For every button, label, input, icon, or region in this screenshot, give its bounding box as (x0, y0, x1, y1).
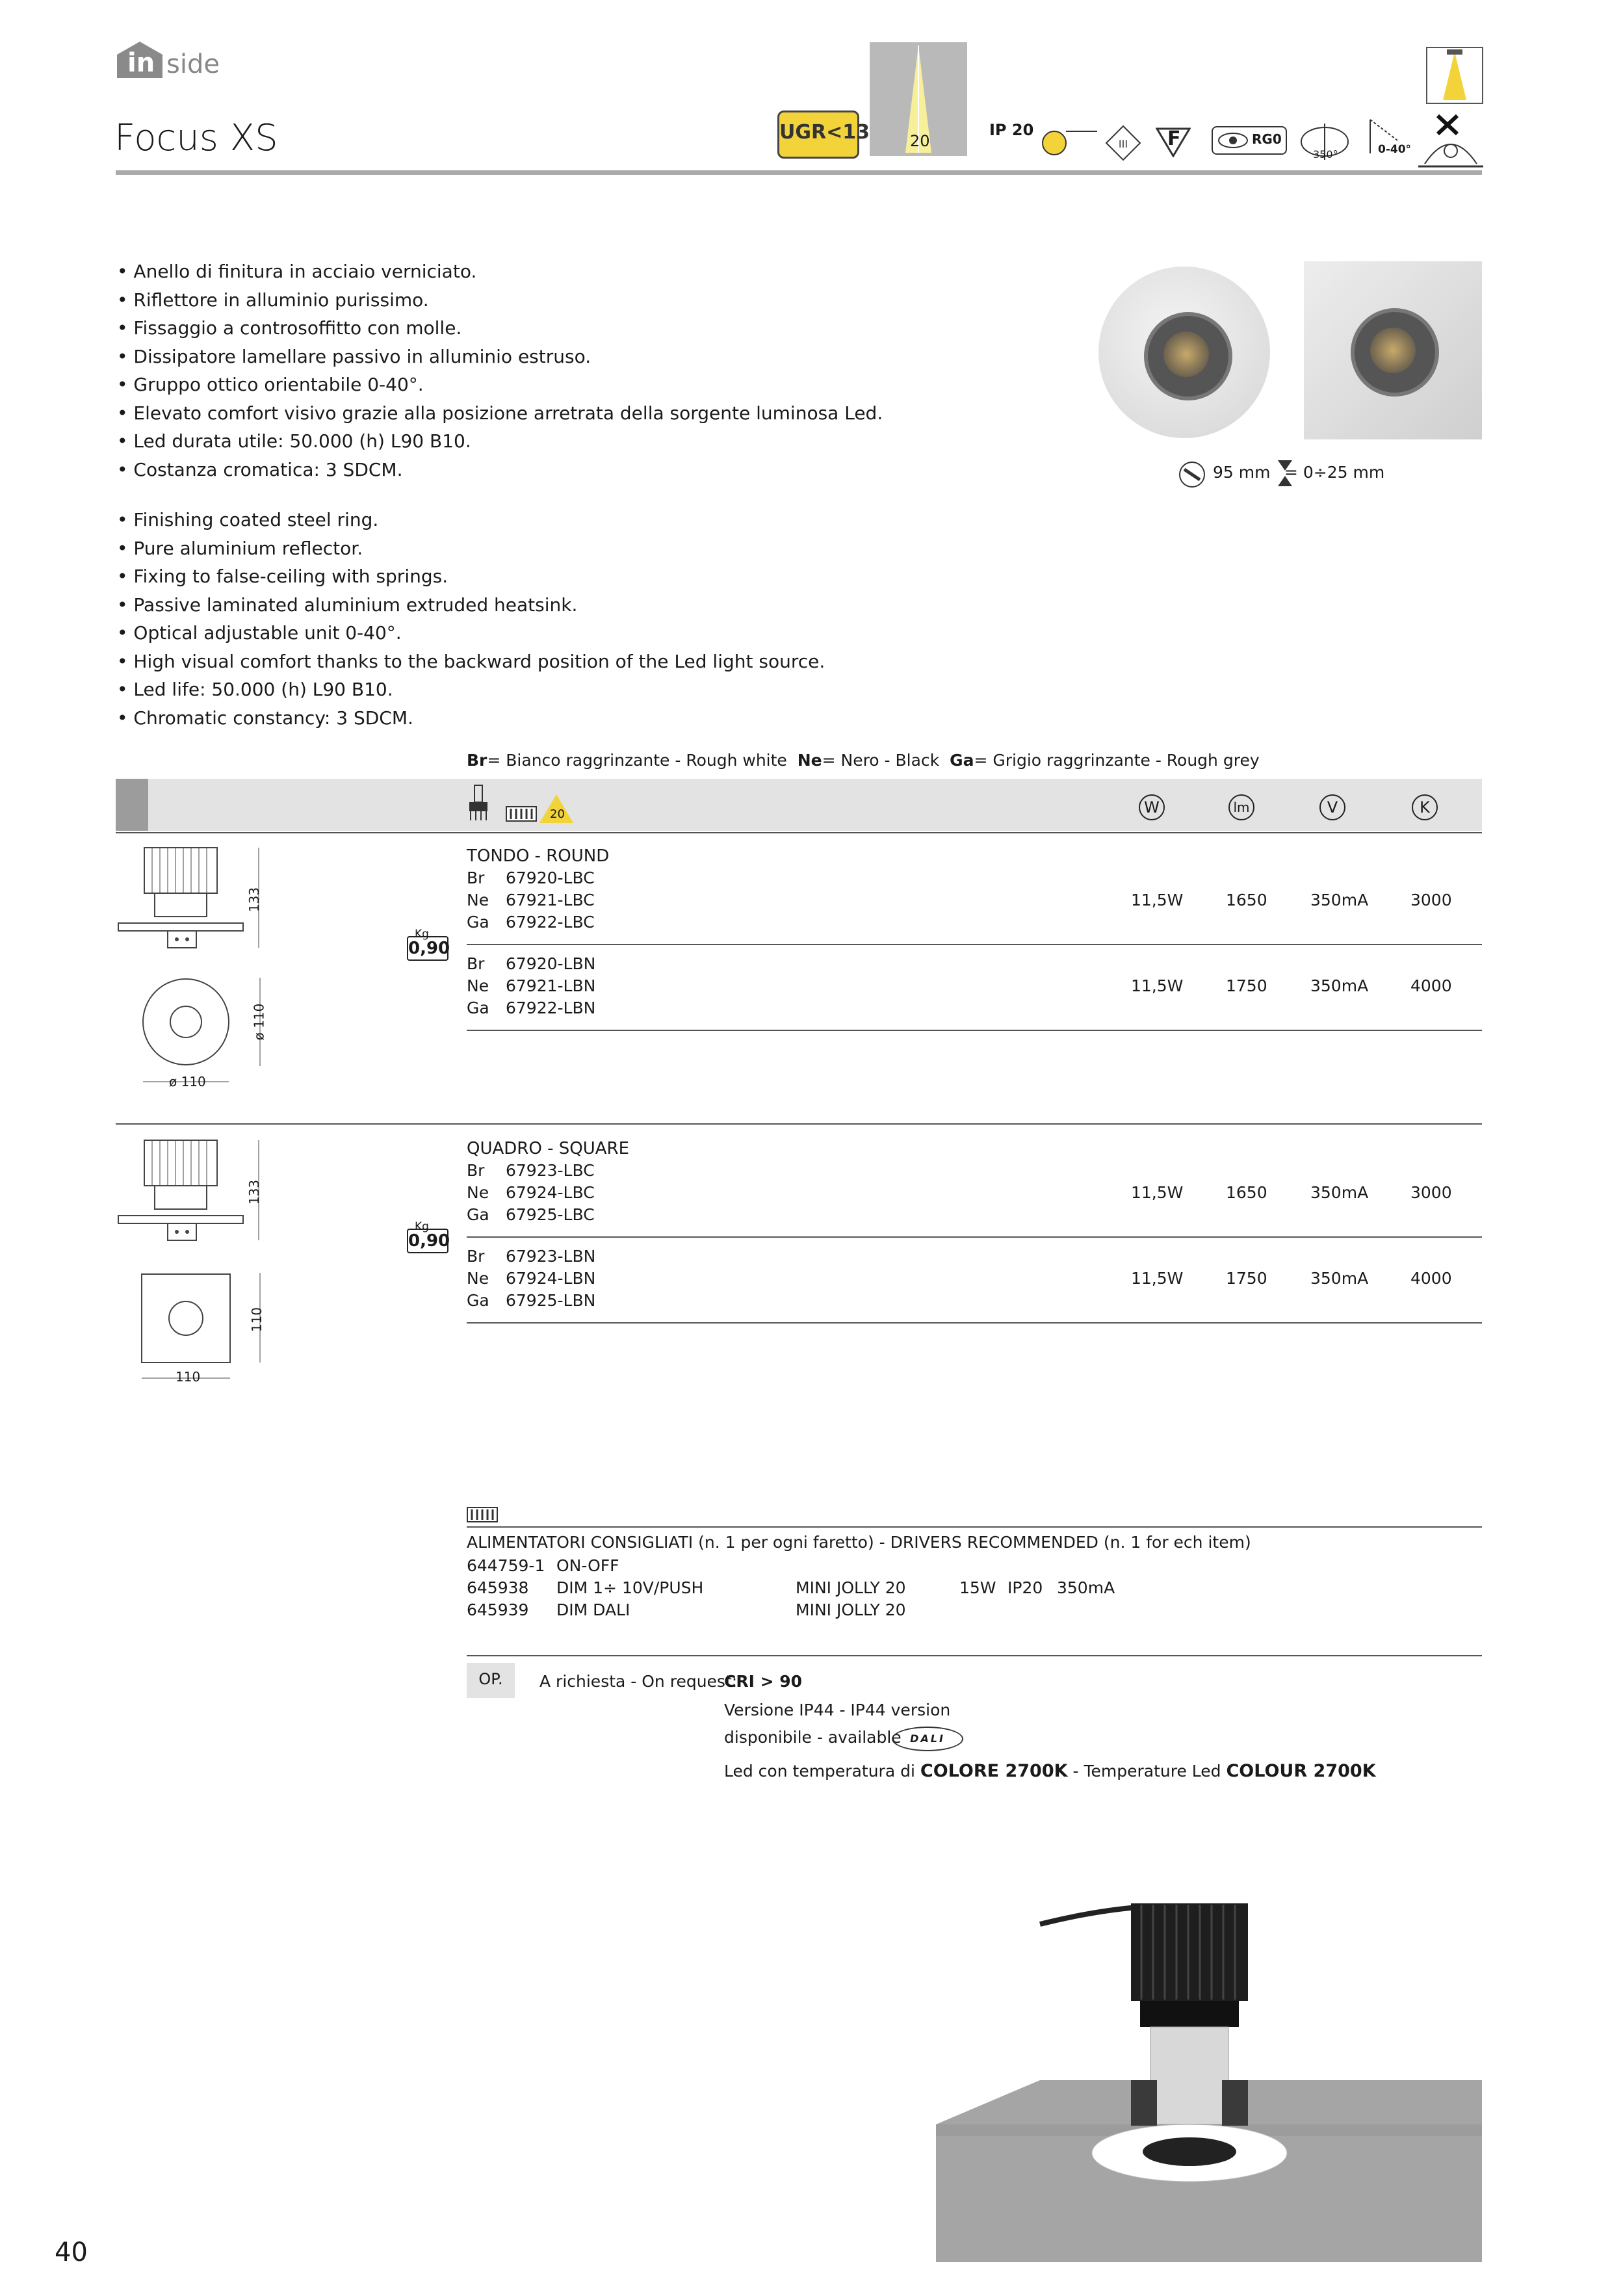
drivers-icon (467, 1507, 498, 1522)
cutout-hole-size: 95 mm (1213, 463, 1271, 482)
legend-ga: Ga (950, 751, 974, 770)
table-row: Br 67923-LBC (467, 1161, 595, 1180)
feature-en: • Passive laminated aluminium extruded heatsink. (117, 594, 578, 616)
row-divider (467, 1030, 1482, 1031)
cell-current: 350mA (1310, 1183, 1369, 1202)
driver-current: 350mA (1057, 1578, 1115, 1597)
header-rule (116, 170, 1482, 175)
rg0-badge (1212, 126, 1287, 155)
finish-brush-icon (467, 784, 490, 822)
feature-it: • Anello di finitura in acciaio verniciato. (117, 261, 477, 282)
table-divider (116, 1123, 1482, 1125)
temp-mid: - Temperature Led (1072, 1762, 1221, 1781)
cell-watt: 11,5W (1131, 891, 1184, 909)
driver-code: 645938 (467, 1578, 529, 1597)
legend-ne-text: = Nero - Black (822, 751, 940, 770)
rotation-value: 350° (1313, 148, 1338, 161)
group-title-round: TONDO - ROUND (467, 846, 610, 866)
cell-kelvin: 4000 (1410, 976, 1452, 995)
tilt-value: 0-40° (1378, 143, 1412, 156)
table-row: Ga 67925-LBN (467, 1291, 596, 1310)
cell-current: 350mA (1310, 976, 1369, 995)
finish-legend (467, 750, 1260, 772)
legend-ne: Ne (797, 751, 822, 770)
ip44-option: Versione IP44 - IP44 version (724, 1701, 951, 1719)
product-render-image (936, 1885, 1482, 2262)
bulb-icon (1039, 124, 1097, 163)
driver-type: DIM 1÷ 10V/PUSH (556, 1578, 704, 1597)
logo-in: in (127, 48, 155, 78)
cutout-hole-icon (1178, 460, 1206, 489)
feature-it: • Elevato comfort visivo grazie alla posizione arretrata della sorgente luminosa Led. (117, 402, 883, 424)
drivers-rule (467, 1526, 1482, 1528)
feature-en: • Chromatic constancy: 3 SDCM. (117, 707, 413, 729)
class-iii-icon (1105, 125, 1141, 161)
cell-lumen: 1750 (1226, 1269, 1267, 1288)
dali-option: disponibile - available (724, 1728, 902, 1747)
feature-it: • Riflettore in alluminio purissimo. (117, 289, 429, 311)
table-row: Ga 67922-LBN (467, 998, 596, 1017)
driver-type: DIM DALI (556, 1600, 630, 1619)
ugr-text: UGR<13 (779, 121, 870, 144)
color-temperature-option (724, 1760, 1376, 1782)
table-row: Ga 67925-LBC (467, 1205, 595, 1224)
weight-value: 0,90 (408, 1231, 450, 1251)
on-request-label: A richiesta - On request: (539, 1672, 738, 1691)
features-english (117, 506, 825, 732)
product-photo-round (1098, 267, 1270, 438)
table-row: Ga 67922-LBC (467, 913, 595, 932)
cell-lumen: 1650 (1226, 891, 1267, 909)
table-row: Br 67920-LBN (467, 954, 596, 973)
cell-kelvin: 3000 (1410, 891, 1452, 909)
kelvin-icon: K (1412, 794, 1438, 820)
legend-br: Br (467, 751, 487, 770)
cell-lumen: 1650 (1226, 1183, 1267, 1202)
group-title-square: QUADRO - SQUARE (467, 1139, 630, 1158)
feature-en: • Pure aluminium reflector. (117, 537, 363, 559)
no-insulation-cover-icon (1418, 112, 1483, 169)
page-number: 40 (55, 2237, 88, 2267)
table-row: Ne 67921-LBN (467, 976, 596, 995)
cell-watt: 11,5W (1131, 1269, 1184, 1288)
weight-kg-label: Kg (415, 928, 429, 941)
cell-lumen: 1750 (1226, 976, 1267, 995)
round-height-dim: 133 (246, 887, 263, 913)
watt-icon: W (1139, 794, 1165, 820)
feature-it: • Gruppo ottico orientabile 0-40°. (117, 374, 424, 395)
beam-warning-icon (538, 793, 575, 824)
feature-en: • Led life: 50.000 (h) L90 B10. (117, 679, 393, 700)
beam-warning-value: 20 (550, 807, 565, 821)
beam-angle-value: 20 (910, 132, 930, 150)
temp-en: COLOUR 2700K (1226, 1761, 1376, 1781)
table-divider (116, 832, 1482, 833)
light-direction-box (1426, 47, 1483, 104)
ip-rating: IP 20 (989, 121, 1034, 139)
round-dia-vertical: ø 110 (251, 1003, 267, 1041)
driver-code: 644759-1 (467, 1556, 545, 1575)
feature-en: • Optical adjustable unit 0-40°. (117, 622, 402, 644)
round-dia-horizontal: ø 110 (169, 1074, 206, 1089)
options-label-box (467, 1663, 515, 1698)
driver-icon (506, 806, 537, 822)
square-height-dim: 133 (246, 1179, 263, 1205)
driver-code: 645939 (467, 1600, 529, 1619)
eye-icon (1217, 131, 1249, 150)
logo-side: side (166, 49, 220, 79)
product-photo-square (1304, 261, 1482, 439)
weight-badge (407, 1220, 450, 1253)
table-row: Ne 67924-LBC (467, 1183, 595, 1202)
table-header-bar (116, 779, 1482, 831)
page-title: Focus XS (114, 117, 278, 159)
row-divider (467, 1236, 1482, 1238)
driver-model: MINI JOLLY 20 (796, 1600, 906, 1619)
ugr-badge (777, 111, 870, 159)
cell-kelvin: 4000 (1410, 1269, 1452, 1288)
cri-option: CRI > 90 (724, 1672, 803, 1691)
legend-ga-text: = Grigio raggrinzante - Rough grey (974, 751, 1260, 770)
feature-it: • Costanza cromatica: 3 SDCM. (117, 458, 403, 480)
square-dim-horizontal: 110 (175, 1369, 201, 1385)
f-class-icon (1156, 127, 1191, 157)
table-row: Br 67920-LBC (467, 868, 595, 887)
row-divider (467, 1322, 1482, 1324)
drivers-title: ALIMENTATORI CONSIGLIATI (n. 1 per ogni faretto) - DRIVERS RECOMMENDED (n. 1 for ech item) (467, 1533, 1251, 1552)
feature-en: • Finishing coated steel ring. (117, 509, 379, 530)
tilt-icon (1365, 114, 1417, 160)
cell-watt: 11,5W (1131, 976, 1184, 995)
table-row: Ne 67924-LBN (467, 1269, 596, 1288)
table-row: Br 67923-LBN (467, 1247, 596, 1266)
rotation-icon (1299, 122, 1351, 161)
f-class-text: F (1167, 127, 1181, 150)
cell-current: 350mA (1310, 891, 1369, 909)
beam-angle-box (870, 42, 967, 156)
options-label: OP. (478, 1670, 503, 1688)
square-dim-vertical: 110 (249, 1307, 265, 1333)
temp-prefix: Led con temperatura di (724, 1762, 915, 1781)
feature-it: • Fissaggio a controsoffitto con molle. (117, 317, 462, 339)
dali-text: DALI (910, 1732, 945, 1745)
driver-ip: IP20 (1007, 1578, 1043, 1597)
feature-it: • Led durata utile: 50.000 (h) L90 B10. (117, 430, 471, 452)
weight-kg-label: Kg (415, 1220, 429, 1233)
cell-kelvin: 3000 (1410, 1183, 1452, 1202)
feature-en: • High visual comfort thanks to the backward position of the Led light source. (117, 650, 825, 672)
weight-value: 0,90 (408, 939, 450, 958)
feature-en: • Fixing to false-ceiling with springs. (117, 566, 448, 587)
table-row: Ne 67921-LBC (467, 891, 595, 909)
legend-br-text: = Bianco raggrinzante - Rough white (487, 751, 787, 770)
svg-text:III: III (1118, 138, 1128, 150)
row-divider (467, 944, 1482, 945)
weight-badge (407, 928, 450, 961)
driver-type: ON-OFF (556, 1556, 619, 1575)
driver-watt: 15W (959, 1578, 996, 1597)
cell-watt: 11,5W (1131, 1183, 1184, 1202)
temp-it: COLORE 2700K (920, 1761, 1068, 1781)
lumen-icon: lm (1228, 794, 1254, 820)
options-rule (467, 1655, 1482, 1656)
rg0-text: RG0 (1252, 131, 1282, 147)
driver-model: MINI JOLLY 20 (796, 1578, 906, 1597)
dali-logo (892, 1727, 963, 1751)
features-italian (117, 257, 883, 484)
feature-it: • Dissipatore lamellare passivo in alluminio estruso. (117, 345, 591, 367)
volt-icon: V (1319, 794, 1345, 820)
ceiling-thickness: = 0÷25 mm (1284, 463, 1385, 482)
cell-current: 350mA (1310, 1269, 1369, 1288)
